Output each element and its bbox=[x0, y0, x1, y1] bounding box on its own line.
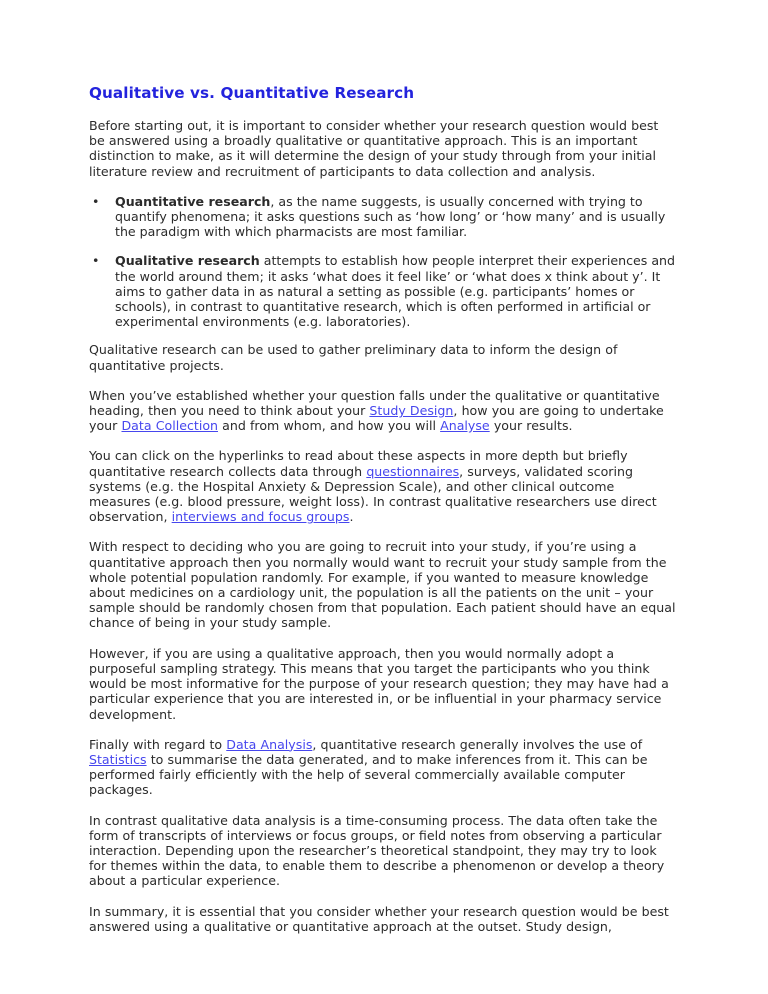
link-data-collection[interactable]: Data Collection bbox=[121, 418, 218, 434]
analysis-text-part-2: , quantitative research generally involves the use of bbox=[312, 736, 643, 752]
hyperlinks-text-part-2: , surveys, validated scoring systems (e.g. the Hospital Anxiety & Depression Scale), and other clinical outcome measures (e.g. blood pressure, weight loss). In contrast qualitative researchers use direct observation, bbox=[89, 463, 657, 525]
recruitment-paragraph: With respect to deciding who you are going to recruit into your study, if you’re using a quantitative approach then you normally would want to recruit your study sample from the whole potential population randomly. For example, if you wanted to measure knowledge about medicines on a cardiology unit, the population is all the patients on the unit – your sample should be randomly chosen from that population. Each patient should have an equal chance of being in your study sample. bbox=[89, 539, 676, 631]
research-types-list bbox=[89, 194, 678, 330]
document-body bbox=[89, 84, 678, 934]
bullet-text-quantitative: , as the name suggests, is usually concerned with trying to quantify phenomena; it asks questions such as ‘how long’ or ‘how many’ and is usually the paradigm with which pharmacists are most familiar. bbox=[115, 193, 666, 240]
list-item bbox=[89, 194, 678, 240]
analysis-text-part-1: Finally with regard to bbox=[89, 736, 227, 752]
bullet-icon: • bbox=[92, 193, 100, 209]
purposeful-sampling-paragraph: However, if you are using a qualitative approach, then you would normally adopt a purposeful sampling strategy. This means that you target the participants who you think would be most informative for the purpose of your research question; they may have had a particular experience that you are interested in, or be influential in your pharmacy service development. bbox=[89, 645, 669, 722]
hyperlinks-text-part-1: You can click on the hyperlinks to read about these aspects in more depth but briefly quantitative research collects data through bbox=[89, 448, 628, 479]
page-title: Qualitative vs. Quantitative Research bbox=[89, 84, 415, 102]
bullet-lead-quantitative: Quantitative research bbox=[115, 193, 271, 209]
link-study-design[interactable]: Study Design bbox=[369, 403, 454, 419]
established-paragraph bbox=[89, 388, 678, 434]
list-item bbox=[89, 253, 678, 329]
intro-paragraph: Before starting out, it is important to consider whether your research question would best be answered using a broadly qualitative or quantitative approach. This is an important distinction to make, as it will determine the design of your study through from your initial literature review and recruitment of participants to data collection and analysis. bbox=[89, 118, 659, 179]
link-data-analysis[interactable]: Data Analysis bbox=[226, 736, 313, 752]
established-text-part-3: and from whom, and how you will bbox=[218, 418, 441, 434]
hyperlinks-paragraph bbox=[89, 448, 678, 524]
bullet-text-qualitative: attempts to establish how people interpret their experiences and the world around them; it asks ‘what does it feel like’ or ‘what does x think about y’. It aims to gather data in as natural a setting as possible (e.g. participants’ homes or schools), in contrast to quantitative research, which is often performed in artificial or experimental environments (e.g. laboratories). bbox=[115, 253, 676, 330]
link-statistics[interactable]: Statistics bbox=[89, 751, 147, 767]
preliminary-data-paragraph: Qualitative research can be used to gather preliminary data to inform the design of quantitative projects. bbox=[89, 342, 618, 373]
link-analyse[interactable]: Analyse bbox=[440, 418, 490, 434]
bullet-icon: • bbox=[92, 253, 100, 269]
analysis-text-part-3: to summarise the data generated, and to make inferences from it. This can be performed fairly efficiently with the help of several commercially available computer packages. bbox=[89, 751, 648, 798]
hyperlinks-text-part-3: . bbox=[349, 509, 354, 525]
link-interviews-and-focus-groups[interactable]: interviews and focus groups bbox=[171, 509, 350, 525]
established-text-part-2: , how you are going to undertake your bbox=[89, 403, 664, 434]
bullet-lead-qualitative: Qualitative research bbox=[115, 253, 260, 269]
established-text-part-4: your results. bbox=[489, 418, 573, 434]
qualitative-analysis-paragraph: In contrast qualitative data analysis is a time-consuming process. The data often take the form of transcripts of interviews or focus groups, or field notes from observing a particular interaction. Depending upon the researcher’s theoretical standpoint, they may try to look for themes within the data, to enable them to describe a phenomenon or develop a theory about a particular experience. bbox=[89, 812, 665, 889]
link-questionnaires[interactable]: questionnaires bbox=[366, 463, 460, 479]
data-analysis-paragraph bbox=[89, 737, 678, 798]
summary-paragraph: In summary, it is essential that you consider whether your research question would be best answered using a qualitative or quantitative approach at the outset. Study design, bbox=[89, 903, 669, 934]
established-text-part-1: When you’ve established whether your question falls under the qualitative or quantitative heading, then you need to think about your bbox=[89, 387, 660, 419]
